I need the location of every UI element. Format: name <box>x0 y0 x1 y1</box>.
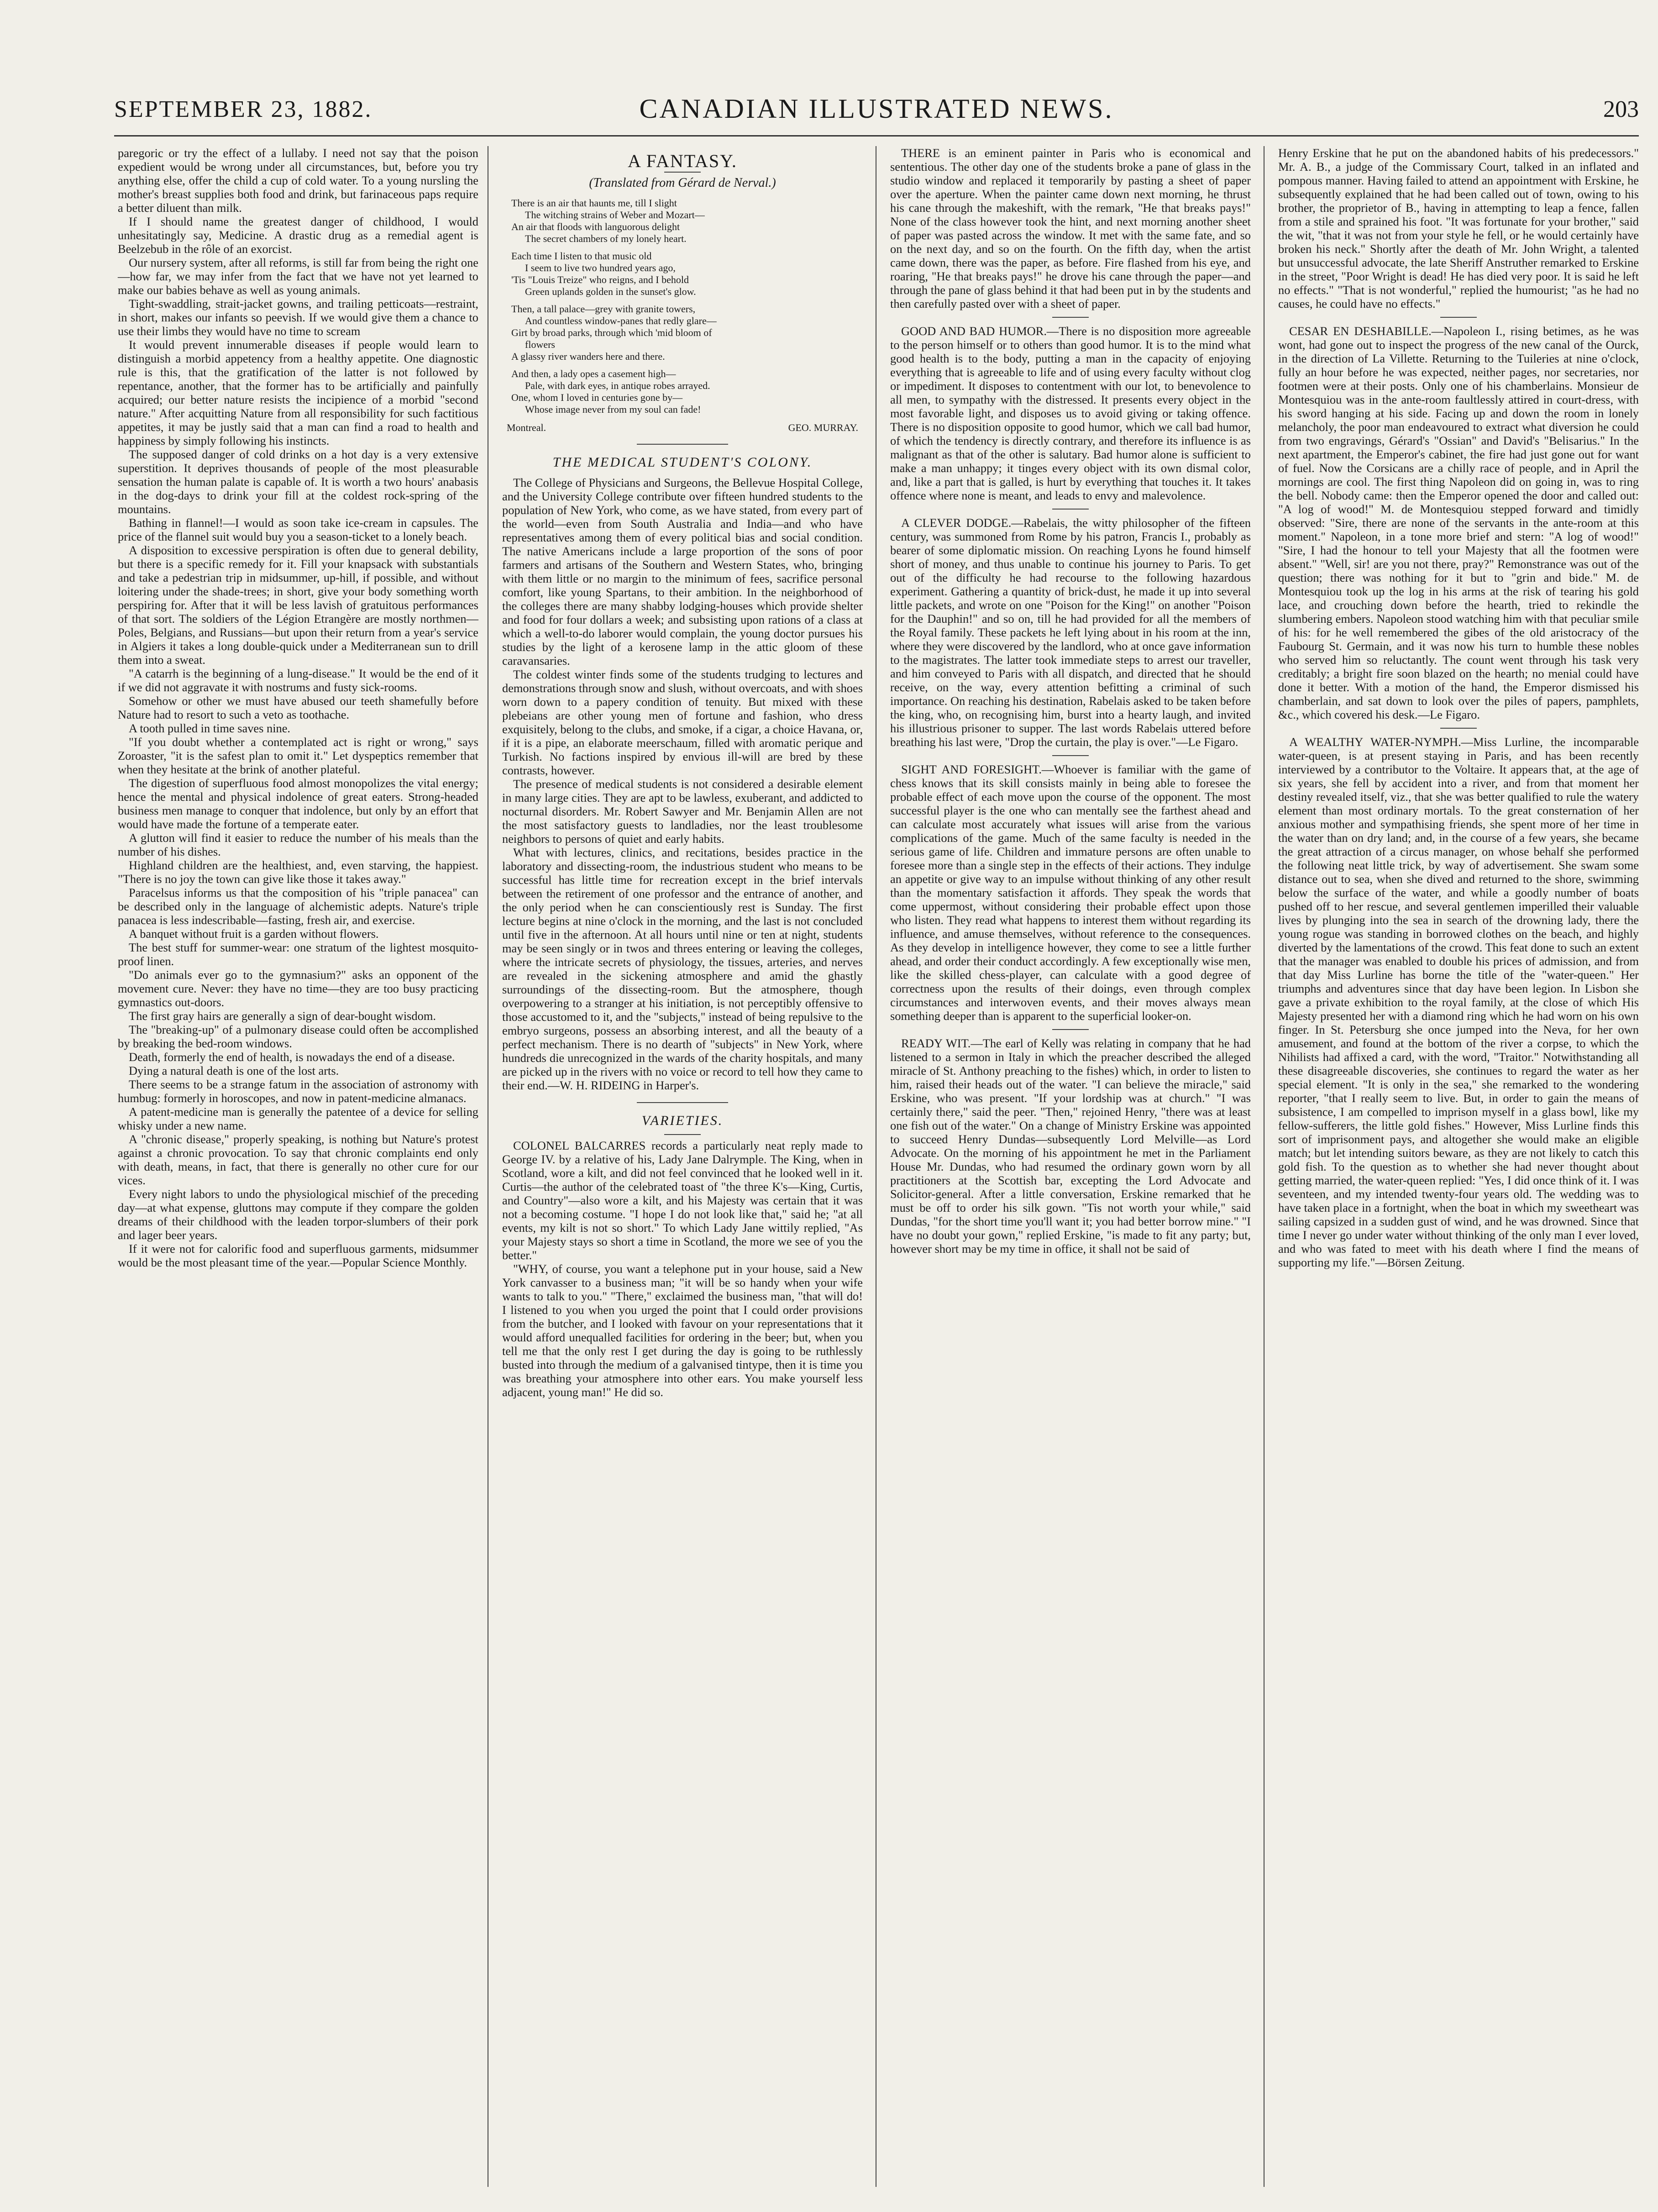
poem-subtitle: (Translated from Gérard de Nerval.) <box>589 176 776 190</box>
title-rule <box>664 1134 701 1135</box>
section-rule <box>1052 1029 1089 1030</box>
poem-line: Then, a tall palace—grey with granite towers, <box>511 303 696 315</box>
paragraph: Death, formerly the end of health, is nowadays the end of a disease. <box>129 1050 455 1064</box>
poem-line: Whose image never from my soul can fade! <box>525 404 701 415</box>
signature-place: Montreal. <box>507 422 546 433</box>
paragraph: paregoric or try the effect of a lullaby. I need not say that the poison expedient would be wrong under all circumstances, but, before you try anything else, offer the child a cup of cold water. To a young nursling the mother's breast supplies both food and drink, but farinaceous paps require a better diluent than milk. <box>118 146 478 215</box>
issue-date: SEPTEMBER 23, 1882. <box>114 96 373 122</box>
poem-line: Pale, with dark eyes, in antique robes arrayed. <box>525 380 710 391</box>
paragraph: The best stuff for summer-wear: one stratum of the lightest mosquito-proof linen. <box>118 940 478 968</box>
paragraph: A CLEVER DODGE.—Rabelais, the witty philosopher of the fifteen century, was summoned from Rome by his patron, Francis I., probably as bearer of some diplomatic mission. On reaching Lyons he found himself short of money, and thus unable to continue his journey to Paris. To get out of the difficulty he had recourse to the following hazardous experiment. Gathering a quantity of brick-dust, he made it up into several little packets, and wrote on one "Poison for the King!" on another "Poison for the Dauphin!" and so on, till he had provided for all the members of the Royal family. These packets he left lying about in his room at the inn, where they were discovered by the landlord, who at once gave information to the magistrates. The latter took immediate steps to arrest our traveller, and him conveyed to Paris with all dispatch, and directed that he should receive, on the way, every attention befitting a criminal of such importance. On reaching his destination, Rabelais asked to be taken before the king, who, on recognising him, burst into a hearty laugh, and invited his illustrious prisoner to supper. The last words Rabelais uttered before breathing his last were, "Drop the curtain, the play is over."—Le Figaro. <box>890 516 1251 749</box>
poem-stanza <box>511 250 863 298</box>
column-4 <box>1278 146 1639 1269</box>
poem-stanza <box>511 197 863 245</box>
paragraph: Our nursery system, after all reforms, is still far from being the right one—how far, we may infer from the fact that we have not yet learned to make our babies behave as well as young animals. <box>118 256 478 297</box>
paragraph: Henry Erskine that he put on the abandoned habits of his predecessors." Mr. A. B., a judge of the Commissary Court, talked in an inflated and pompous manner. Having failed to attend an appointment with Erskine, he subsequently explained that he had been called out of town, owing to his brother, the proprietor of B., having in attempting to leap a fence, fallen from a stile and sprained his foot. "It was fortunate for your brother," said the wit, "that it was not from your style he fell, or he would certainly have broken his neck." Shortly after the death of Mr. John Wright, a talented but unsuccessful advocate, the late Sheriff Anstruther remarked to Erskine in the street, "Poor Wright is dead! He has died very poor. It is said he left no effects." "That is not wonderful," replied the humourist; "as he had no causes, he could have no effects." <box>1278 146 1639 310</box>
section-rule <box>1052 755 1089 756</box>
section-rule <box>1052 317 1089 318</box>
paragraph: If I should name the greatest danger of childhood, I would unhesitatingly say, Medicine. A drastic drug as a remedial agent is Beelzebub in the rôle of an exorcist. <box>118 215 478 256</box>
paragraph: Tight-swaddling, strait-jacket gowns, and trailing petticoats—restraint, in short, makes our infants so peevish. If we would give them a chance to use their limbs they would have no time to scream <box>118 297 478 338</box>
poem <box>502 197 863 415</box>
paragraph: THERE is an eminent painter in Paris who is economical and sententious. The other day one of the students broke a pane of glass in the studio window and replaced it temporarily by pasting a sheet of paper over the aperture. When the painter came down next morning, he thrust his cane through the makeshift, with the remark, "He that breaks pays!" None of the class however took the hint, and next morning another sheet of paper was pasted across the window. It met with the same fate, and so on the next day, and so on the fourth. On the fifth day, when the artist came down, there was the paper, as before. Fire flashed from his eye, and roaring, "He that breaks pays!" he drove his cane through the paper—and through the pane of glass behind it that had been put in by the students and then carefully pasted over with a sheet of paper. <box>890 146 1251 310</box>
paragraph: A patent-medicine man is generally the patentee of a device for selling whisky under a new name. <box>118 1105 478 1132</box>
paragraph: Bathing in flannel!—I would as soon take ice-cream in capsules. The price of the flannel suit would buy you a season-ticket to a lonely beach. <box>118 516 478 543</box>
poem-line: I seem to live two hundred years ago, <box>525 262 676 273</box>
poem-line: 'Tis "Louis Treize" who reigns, and I behold <box>511 274 689 285</box>
poem-line: And then, a lady opes a casement high— <box>511 368 676 379</box>
paragraph: The College of Physicians and Surgeons, the Bellevue Hospital College, and the University College contribute over fifteen hundred students to the population of New York, who come, as we have stated, from every part of the world—even from South Australia and India—and who have representatives among them of every political bias and social condition. The native Americans include a large proportion of the sons of poor farmers and artisans of the Southern and Western States, who, bringing with them little or no margin to the minimum of fees, sacrifice personal comfort, like young Spartans, to their ambition. In the neighborhood of the colleges there are many shabby lodging-houses which provide shelter and food for four dollars a week; and subsisting upon rations of a class at which a well-to-do laborer would complain, the young doctor pursues his studies by the light of a kerosene lamp in the attic gloom of these caravansaries. <box>502 476 863 667</box>
poem-line: The witching strains of Weber and Mozart— <box>525 209 705 221</box>
poem-line: There is an air that haunts me, till I slight <box>511 197 677 209</box>
paragraph: A "chronic disease," properly speaking, is nothing but Nature's protest against a chronic provocation. To say that chronic complaints end only with death, means, in fact, that there is generally no other cure for our vices. <box>118 1132 478 1187</box>
paragraph: The presence of medical students is not considered a desirable element in many large cities. They are apt to be lawless, exuberant, and addicted to nocturnal disorders. Mr. Robert Sawyer and Mr. Benjamin Allen are not the most satisfactory guests to landladies, nor the least troublesome neighbors to persons of quiet and early habits. <box>502 777 863 846</box>
poem-line: And countless window-panes that redly glare— <box>525 315 717 326</box>
header-rule <box>114 135 1639 137</box>
paragraph: "WHY, of course, you want a telephone put in your house, said a New York canvasser to a business man; "it will be so handy when your wife wants to talk to you." "There," exclaimed the business man, "that will do! I listened to you when you urged the point that I could order provisions from the butcher, and I looked with favour on your representations that it would afford unequalled facilities for ordering in the beer; but, when you tell me that the only rest I get during the day is going to be ruthlessly busted into through the medium of a galvanised tintype, then it is time you was breathing your atmosphere into other ears. You make yourself less adjacent, young man!" He did so. <box>502 1262 863 1399</box>
section-rule <box>1440 728 1477 729</box>
paragraph: Highland children are the healthiest, and, even starving, the happiest. "There is no joy the town can give like those it takes away." <box>118 858 478 886</box>
poem-signature <box>502 421 863 435</box>
paragraph: The supposed danger of cold drinks on a hot day is a very extensive superstition. It deprives thousands of people of the most pleasurable sensation the human palate is capable of. It is worth a two hours' anabasis in the dog-days to drink your fill at the coldest rock-spring of the mountains. <box>118 447 478 516</box>
paragraph: It would prevent innumerable diseases if people would learn to distinguish a morbid appetency from a healthy appetite. One diagnostic rule is this, that the gratification of the latter is not followed by repentance, another, that the former has to be artificially and painfully acquired; our better nature resists the incipience of a morbid "second nature." After acquitting Nature from all responsibility for such factitious appetites, it may be justly said that a man can find a road to health and happiness by simply following his instincts. <box>118 338 478 447</box>
poem-line: The secret chambers of my lonely heart. <box>525 233 687 244</box>
section-rule <box>637 444 728 445</box>
paragraph: A tooth pulled in time saves nine. <box>129 721 291 735</box>
paragraph: If it were not for calorific food and superfluous garments, midsummer would be the most pleasant time of the year.—Popular Science Monthly. <box>118 1242 478 1269</box>
paragraph: The "breaking-up" of a pulmonary disease could often be accomplished by breaking the bed-room windows. <box>118 1023 478 1050</box>
paragraph: A glutton will find it easier to reduce the number of his meals than the number of his dishes. <box>118 831 478 858</box>
page-header <box>114 96 1639 132</box>
section-rule <box>1440 317 1477 318</box>
paragraph: READY WIT.—The earl of Kelly was relating in company that he had listened to a sermon in Italy in which the preacher described the alleged miracle of St. Anthony preaching to the fishes) which, in order to listen to him, raised their heads out of the water. "I can believe the miracle," said Erskine, who was present. "If your lordship was at church." "I was certainly there," said the peer. "Then," rejoined Henry, "there was at least one fish out of the water." On a change of Ministry Erskine was appointed to succeed Henry Dundas—subsequently Lord Melville—as Lord Advocate. On the morning of his appointment he met in the Parliament House Mr. Dundas, who had resumed the ordinary gown worn by all practitioners at the Scottish bar, excepting the Lord Advocate and Solicitor-general. After a little conversation, Erskine remarked that he must be off to order his silk gown. "Tis not worth your while," said Dundas, "for the short time you'll want it; you had better borrow mine." "I have no doubt your gown," replied Erskine, "is made to fit any party; but, however short may be my time in office, it shall not be said of <box>890 1036 1251 1256</box>
paragraph: "A catarrh is the beginning of a lung-disease." It would be the end of it if we did not aggravate it with nostrums and fusty sick-rooms. <box>118 667 478 694</box>
paragraph: Paracelsus informs us that the composition of his "triple panacea" can be described only in the language of alchemistic adepts. Nature's triple panacea is less indescribable—fasting, fresh air, and exercise. <box>118 886 478 927</box>
poem-line: flowers <box>525 339 555 350</box>
column-1 <box>118 146 478 1269</box>
poem-title: A FANTASY. <box>628 151 737 171</box>
paragraph: "Do animals ever go to the gymnasium?" asks an opponent of the movement cure. Never: they have no time—they are too busy practicing gymnastics out-doors. <box>118 968 478 1009</box>
poem-line: A glassy river wanders here and there. <box>511 351 665 362</box>
paragraph: A disposition to excessive perspiration is often due to general debility, but there is a specific remedy for it. Fill your knapsack with substantials and take a pedestrian trip in midsummer, up-hill, if possible, and without loitering under the shade-trees; in short, give your body something worth perspiring for. After that it will be less lavish of gratuitous performances of that sort. The soldiers of the Légion Etrangère are mostly northmen—Poles, Belgians, and Russians—but upon their return from a year's service in Algiers it takes a long double-quick under a Mediterranean sun to drill them into a sweat. <box>118 543 478 667</box>
masthead-title: CANADIAN ILLUSTRATED NEWS. <box>639 94 1114 124</box>
paragraph: The coldest winter finds some of the students trudging to lectures and demonstrations through snow and slush, without overcoats, and with shoes worn down to a papery condition of tenuity. But mixed with these plebeians are other young men of fortune and fashion, who dress exquisitely, belong to the clubs, and smoke, if a cigar, a choice Havana, or, if it is a pipe, an elaborate meerschaum, filled with aromatic perique and Turkish. No factions inspired by envious ill-will are bred by these contrasts, however. <box>502 667 863 777</box>
paragraph: What with lectures, clinics, and recitations, besides practice in the laboratory and dissecting-room, the industrious student who means to be successful has little time for recreation except in the brief intervals between the retirement of one professor and the entrance of another, and the only period when he can conscientiously rest is Sunday. The first lecture begins at nine o'clock in the morning, and the last is not concluded until five in the afternoon. At all hours until nine or ten at night, students may be seen singly or in twos and threes entering or leaving the colleges, where the intricate secrets of physiology, the tissues, arteries, and nerves are revealed in the sickening atmosphere and amid the ghastly surroundings of the dissecting-room. But the atmosphere, though overpowering to a stranger at his initiation, is not perceptibly offensive to those accustomed to it, and the "subjects," instead of being repulsive to the embryo surgeons, possess an absorbing interest, and all the beauty of a perfect mechanism. There is no dearth of "subjects" in New York, where hundreds die unrecognized in the wards of the charity hospitals, and many are picked up in the rivers with no voice or record to tell how they came to their end.—W. H. RIDEING in Harper's. <box>502 846 863 1092</box>
paragraph: The digestion of superfluous food almost monopolizes the vital energy; hence the mental and physical indolence of great eaters. Strong-headed business men manage to conquer that indolence, but only by an effort that would have made the fortune of a temperate eater. <box>118 776 478 831</box>
poem-line: An air that floods with languorous delight <box>511 221 680 232</box>
signature-author: GEO. MURRAY. <box>788 422 858 433</box>
paragraph: A banquet without fruit is a garden without flowers. <box>129 927 379 940</box>
poem-line: Each time I listen to that music old <box>511 250 652 262</box>
poem-stanza <box>511 303 863 363</box>
paragraph: Somehow or other we must have abused our teeth shamefully before Nature had to resort to such a veto as toothache. <box>118 694 478 721</box>
paragraph: A WEALTHY WATER-NYMPH.—Miss Lurline, the incomparable water-queen, is at present staying in Paris, and has been recently interviewed by a contributor to the Voltaire. It appears that, at the age of six years, she fell by accident into a river, and from that moment her destiny revealed itself, viz., that she was better qualified to rule the watery element than most ordinary mortals. To the great consternation of her anxious mother and sympathising friends, she spent more of her time in the water than on dry land; and, in the course of a few years, she became the great attraction of a circus manager, on whose behalf she performed the following neat little trick, by way of advertisement. She swam some distance out to sea, when she dived and returned to the shore, swimming below the surface of the water, and while a goodly number of boats pushed off to her rescue, and several gentlemen imperilled their valuable lives by plunging into the sea in search of the drowning lady, there the young rogue was standing in borrowed clothes on the beach, and highly diverted by the lamentations of the crowd. This feat done to such an extent that the manager was enabled to double his prices of admission, and from that day Miss Lurline has borne the title of the "water-queen." Her triumphs and adventures since that day have been legion. In Lisbon she gave a private exhibition to the royal family, at the close of which His Majesty presented her with a diamond ring which he had worn on his own finger. In St. Petersburg she once jumped into the Neva, for her own amusement, and found at the bottom of the river a corpse, to which the Nihilists had affixed a card, with the word, "Traitor." Notwithstanding all these disagreeable discoveries, she continues to regard the water as her special element. "It is only in the sea," she remarked to the wondering reporter, "that I really seem to live. But, in order to gain the means of subsistence, I am compelled to imprison myself in a glass bowl, like my fellow-sufferers, the little gold fishes." However, Miss Lurline finds this sort of imprisonment pays, and altogether she would make an eligible match; but let intending suitors beware, as they are not likely to catch this gold fish. To the question as to whether she had never thought about getting married, the water-queen replied: "Yes, I did once think of it. I was seventeen, and my intended twenty-four years old. The wedding was to have taken place in a fortnight, when the boat in which my sweetheart was sailing capsized in a sudden gust of wind, and he was drowned. Since that time I never go under water without thinking of the only man I ever loved, and who was fated to meet with his death where I find the means of supporting my life."—Börsen Zeitung. <box>1278 735 1639 1269</box>
paragraph: CESAR EN DESHABILLE.—Napoleon I., rising betimes, as he was wont, had gone out to inspect the progress of the new canal of the Ourck, in the direction of La Villette. Returning to the Tuileries at nine o'clock, fully an hour before he was expected, neither pages, nor secretaries, nor footmen were at their posts. Only one of his chamberlains. Monsieur de Montesquiou was in the ante-room faultlessly attired in court-dress, with his sword hanging at his side. Facing up and down the room in lonely melancholy, the poor man endeavoured to extract what diversion he could from two engravings, Gérard's "Ossian" and David's "Belisarius." In the next apartment, the Emperor's cabinet, the fire had just gone out for want of fuel. Now the Corsicans are a chilly race of people, and in April the mornings are cool. The first thing Napoleon did on going in, was to ring the bell. Nobody came: then the Emperor opened the door and called out: "A log of wood!" M. de Montesquiou stepped forward and timidly observed: "Sire, there are none of the servants in the ante-room at this moment." Napoleon, in a tone more brief and stern: "A log of wood!" "Sire, I had the honour to tell your Majesty that all the footmen were absent." "Well, sir! are you not there, pray?" Remonstrance was out of the question; there was nothing for it but to "grin and bide." M. de Montesquiou took up the log in his arms at the risk of tearing his gold lace, and crouching down before the hearth, tried to rekindle the slumbering embers. Napoleon stood watching him with that peculiar smile of his: for he well remembered the gibes of the old aristocracy of the Faubourg St. Germain, and it was now his turn to humble these nobles who served him so reluctantly. The count went through his task very creditably; a bright fire soon blazed on the hearth; no menial could have done it better. With a motion of the hand, the Emperor dismissed his chamberlain, and sat down to look over the piles of papers, pamphlets, &c., which covered his desk.—Le Figaro. <box>1278 324 1639 721</box>
page-number: 203 <box>1603 96 1639 122</box>
paragraph: "If you doubt whether a contemplated act is right or wrong," says Zoroaster, "it is the safest plan to omit it." Let dyspeptics remember that when they hesitate at the brink of another plateful. <box>118 735 478 776</box>
paragraph: Dying a natural death is one of the lost arts. <box>129 1064 339 1077</box>
poem-line: Girt by broad parks, through which 'mid bloom of <box>511 327 712 338</box>
poem-stanza <box>511 368 863 415</box>
poem-line: One, whom I loved in centuries gone by— <box>511 392 683 403</box>
paragraph: The first gray hairs are generally a sign of dear-bought wisdom. <box>129 1009 436 1023</box>
title-rule <box>664 172 701 173</box>
article-title: THE MEDICAL STUDENT'S COLONY. <box>552 455 813 470</box>
paragraph: SIGHT AND FORESIGHT.—Whoever is familiar with the game of chess knows that its skill consists mainly in being able to foresee the probable effect of each move upon the course of the opponent. The most successful player is the one who can mentally see the farthest ahead and can calculate most accurately what issues will arise from the various complications of the game. Much of the same faculty is needed in the serious game of life. Children and immature persons are often unable to foresee more than a single step in the effects of their actions. They indulge an appetite or give way to an impulse without thinking of any other result than the momentary satisfaction it affords. They speak the words that come uppermost, without considering their probable effect upon those who listen. They read what happens to interest them without regarding its influence, and amuse themselves, without reference to the consequences. As they develop in intelligence however, they come to see a little further ahead, and order their conduct accordingly. A few exceptionally wise men, like the skilled chess-player, can calculate with a good degree of correctness upon the results of their doings, even through complex circumstances and interwoven events, and their moves always mean something deeper than is apparent to the superficial looker-on. <box>890 762 1251 1023</box>
paragraph: There seems to be a strange fatum in the association of astronomy with humbug: formerly in horoscopes, and now in patent-medicine almanacs. <box>118 1077 478 1105</box>
section-rule <box>1052 509 1089 510</box>
paragraph: COLONEL BALCARRES records a particularly neat reply made to George IV. by a relative of his, Lady Jane Dalrymple. The King, when in Scotland, wore a kilt, and did not feel convinced that he looked well in it. Curtis—the author of the celebrated toast of "the three K's—King, Curtis, and Country"—also wore a kilt, and his Majesty was certain that it was not a becoming costume. "I hope I do not look like that," said he; "at all events, my kilt is not so short." To which Lady Jane wittily replied, "As your Majesty stays so short a time in Scotland, the more we see of you the better." <box>502 1139 863 1262</box>
article-title: VARIETIES. <box>641 1113 724 1128</box>
paragraph: Every night labors to undo the physiological mischief of the preceding day—at what expense, gluttons may compute if they compare the golden dreams of their childhood with the leaden torpor-slumbers of their pork and lager beer years. <box>118 1187 478 1242</box>
column-3 <box>890 146 1251 1256</box>
column-2 <box>502 146 863 1399</box>
poem-line: Green uplands golden in the sunset's glow. <box>525 286 696 297</box>
paragraph: GOOD AND BAD HUMOR.—There is no disposition more agreeable to the person himself or to others than good humor. It is to the mind what good health is to the body, putting a man in the capacity of enjoying everything that is agreeable to life and of using every faculty without clog or impediment. It disposes to contentment with our lot, to benevolence to all men, to sympathy with the distressed. It presents every object in the most favorable light, and disposes us to avoid giving or taking offence. There is no disposition opposite to good humor, which we call bad humor, of which the tendency is directly contrary, and therefore its influence is as malignant as that of the other is salutary. Bad humor alone is sufficient to make a man unhappy; it tinges every object with its own dismal color, and, like a part that is galled, is hurt by everything that touches it. It takes offence where none is meant, and leads to envy and malevolence. <box>890 324 1251 502</box>
section-rule <box>637 1102 728 1103</box>
